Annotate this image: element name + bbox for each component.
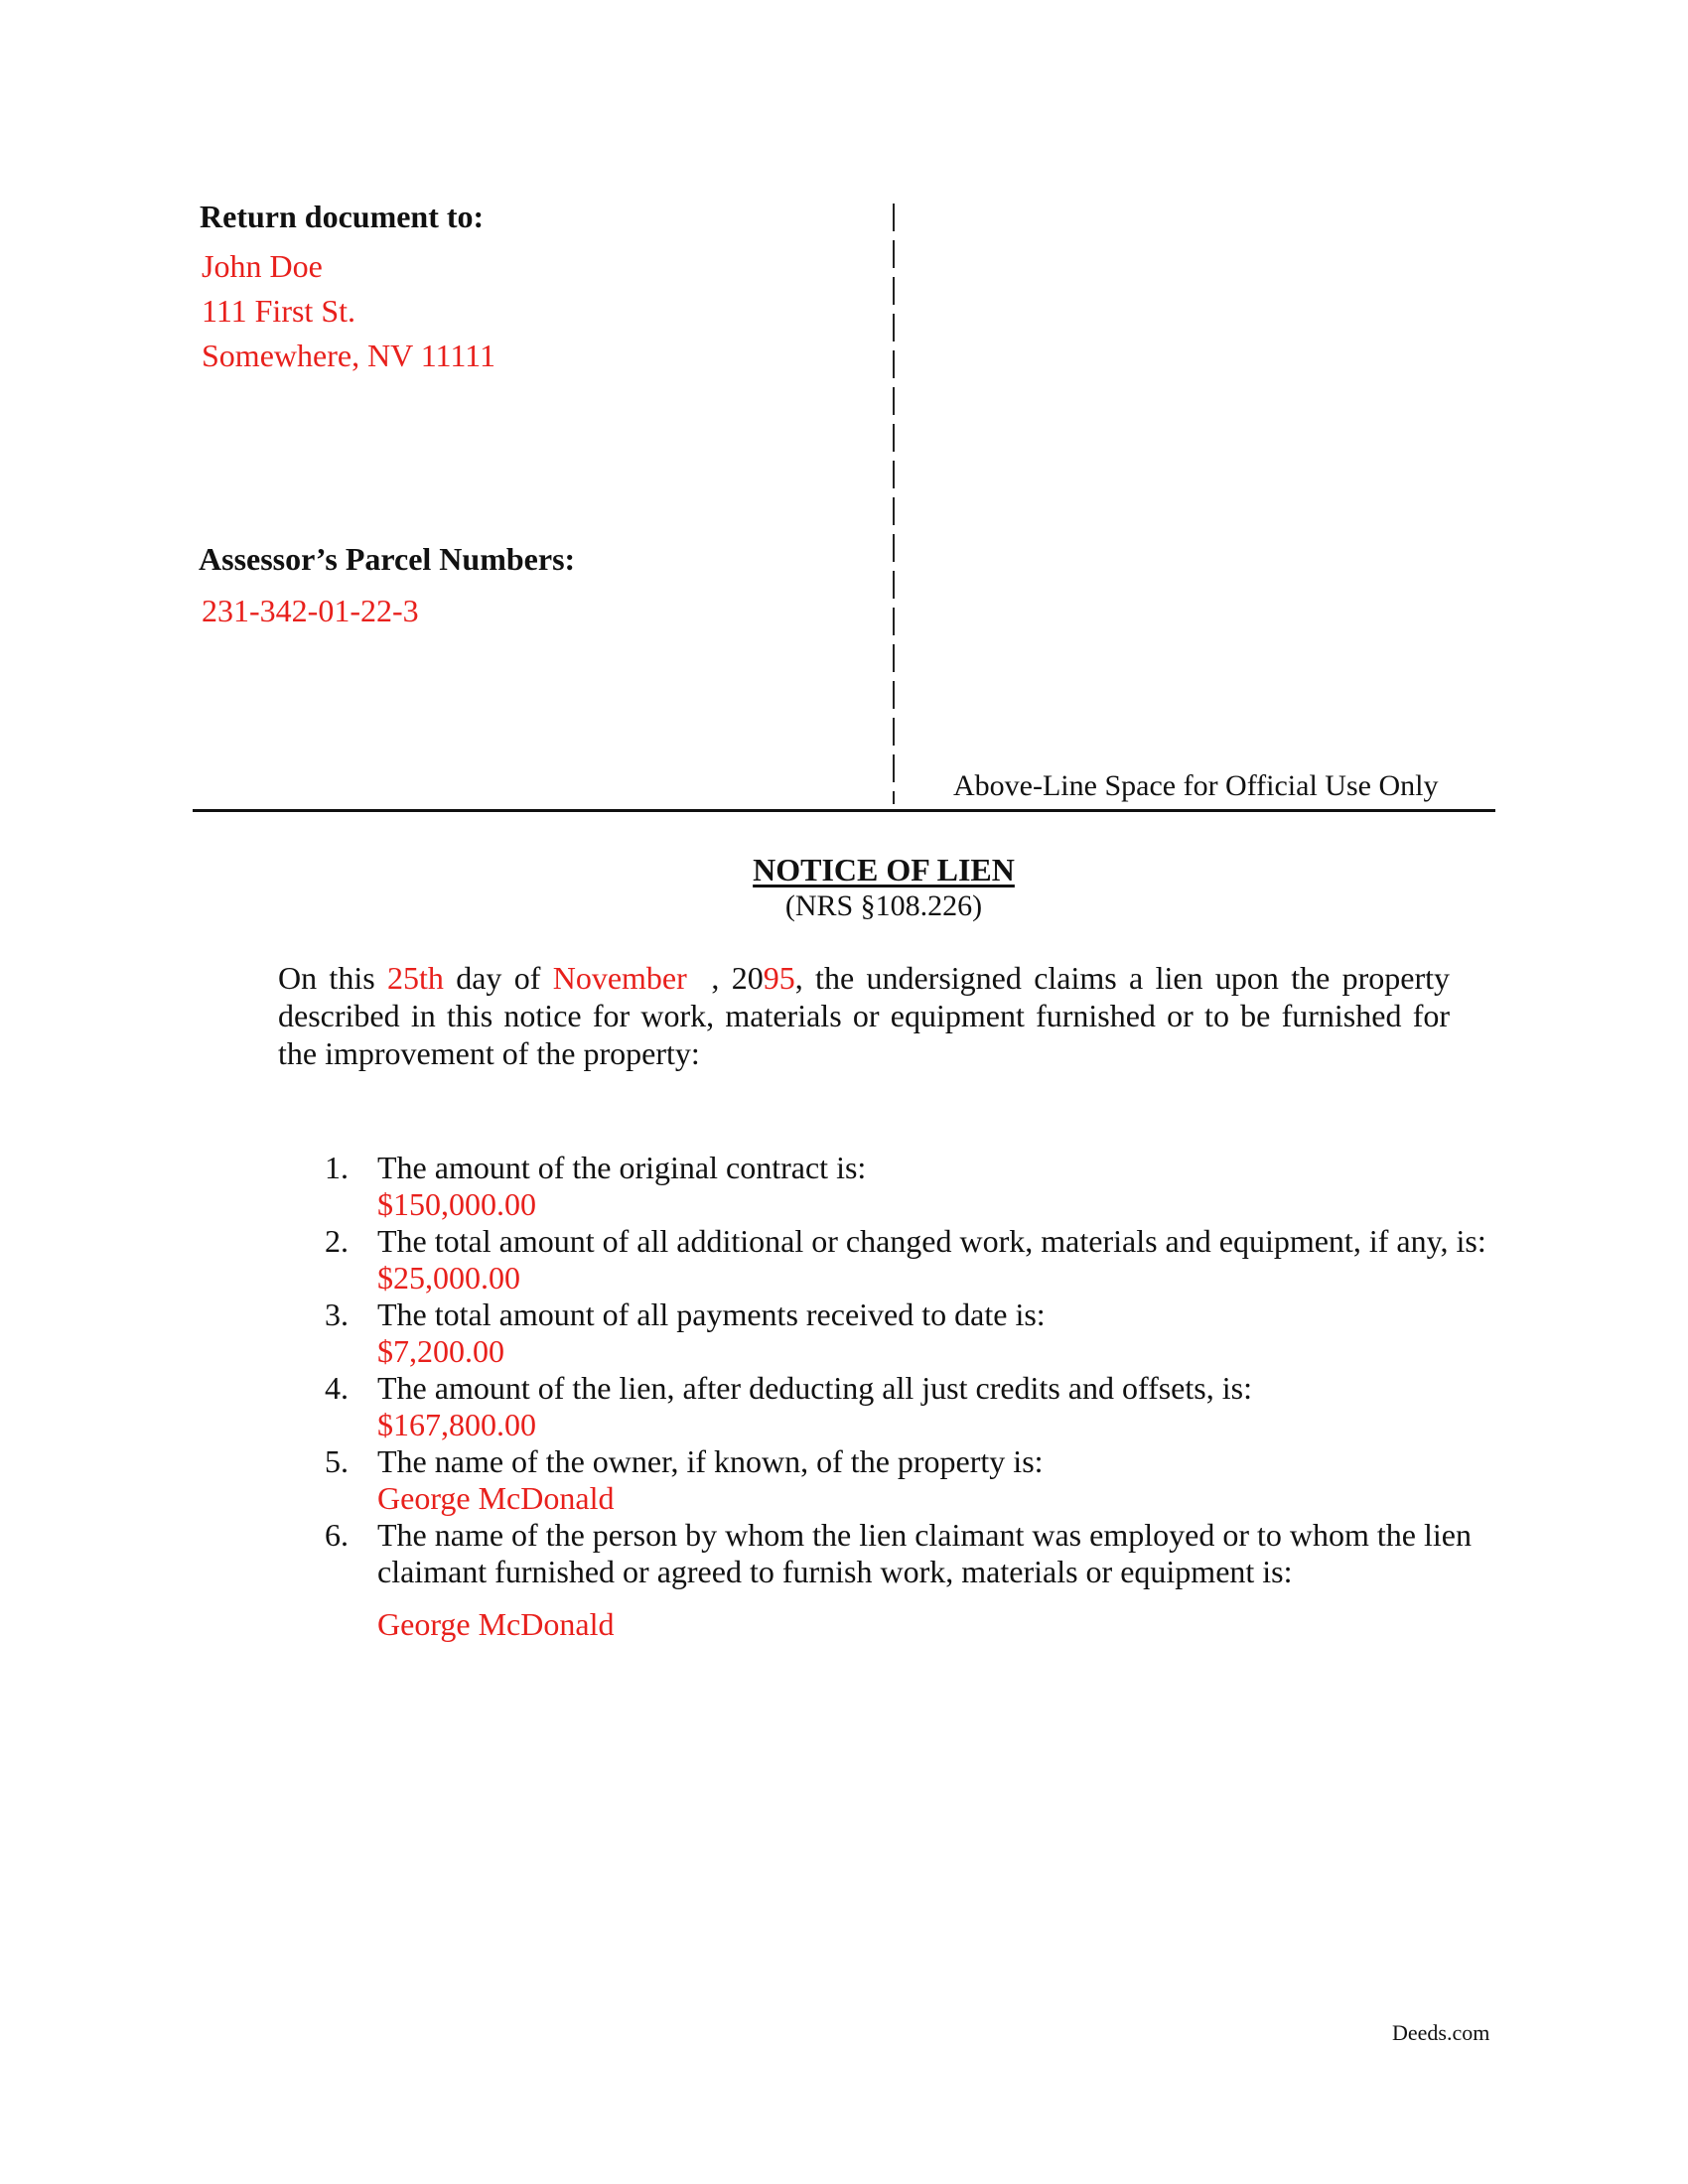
parcel-numbers-label: Assessor’s Parcel Numbers: — [199, 541, 576, 577]
intro-prefix: On this — [278, 960, 387, 996]
item-text: The total amount of all additional or changed work, materials and equipment, if any, is: — [377, 1223, 1486, 1259]
intro-year-suffix: 95 — [763, 960, 795, 996]
return-street: 111 First St. — [202, 293, 355, 329]
official-use-rule — [193, 809, 1495, 812]
return-city: Somewhere, NV 11111 — [202, 338, 495, 373]
intro-year-prefix: , 20 — [686, 960, 764, 996]
statute-reference: (NRS §108.226) — [784, 889, 983, 922]
item-number: 6. — [325, 1517, 349, 1553]
item-number: 5. — [325, 1443, 349, 1479]
original-contract-amount: $150,000.00 — [377, 1186, 536, 1222]
item-number: 3. — [325, 1297, 349, 1332]
return-name: John Doe — [202, 248, 323, 284]
intro-day-of: day of — [443, 960, 553, 996]
item-text: The name of the owner, if known, of the property is: — [377, 1443, 1044, 1479]
lien-details-list — [325, 1150, 1491, 1643]
item-text: The amount of the lien, after deducting all just credits and offsets, is: — [377, 1370, 1252, 1406]
intro-day: 25th — [386, 960, 444, 996]
additional-work-amount: $25,000.00 — [377, 1260, 520, 1296]
employer-name: George McDonald — [377, 1606, 615, 1642]
list-item — [325, 1223, 1491, 1297]
document-title: NOTICE OF LIEN — [753, 852, 1015, 887]
item-number: 2. — [325, 1223, 349, 1259]
intro-paragraph — [278, 959, 1450, 1072]
list-item — [325, 1370, 1491, 1443]
list-item — [325, 1150, 1491, 1223]
return-document-label: Return document to: — [200, 199, 485, 234]
payments-received-amount: $7,200.00 — [377, 1333, 504, 1369]
item-number: 4. — [325, 1370, 349, 1406]
item-text: The amount of the original contract is: — [377, 1150, 867, 1185]
list-item — [325, 1297, 1491, 1370]
lien-amount: $167,800.00 — [377, 1407, 536, 1442]
recording-area-divider — [893, 204, 895, 804]
list-item — [325, 1517, 1491, 1643]
list-item — [325, 1443, 1491, 1517]
item-text: The name of the person by whom the lien claimant was employed or to whom the lien claimant furnished or agreed to furnish work, materials or equipment is: — [377, 1517, 1472, 1589]
parcel-number: 231-342-01-22-3 — [202, 593, 419, 628]
item-text: The total amount of all payments received to date is: — [377, 1297, 1046, 1332]
item-number: 1. — [325, 1150, 349, 1185]
owner-name: George McDonald — [377, 1480, 615, 1516]
official-use-label: Above-Line Space for Official Use Only — [953, 769, 1439, 802]
intro-rest: , the undersigned claims a lien upon the property described in this notice for work, materials or equipment furnished or to be furnished for the improvement of the property: — [278, 960, 1451, 1071]
intro-month: November — [552, 960, 687, 996]
footer-brand: Deeds.com — [1392, 2020, 1490, 2045]
